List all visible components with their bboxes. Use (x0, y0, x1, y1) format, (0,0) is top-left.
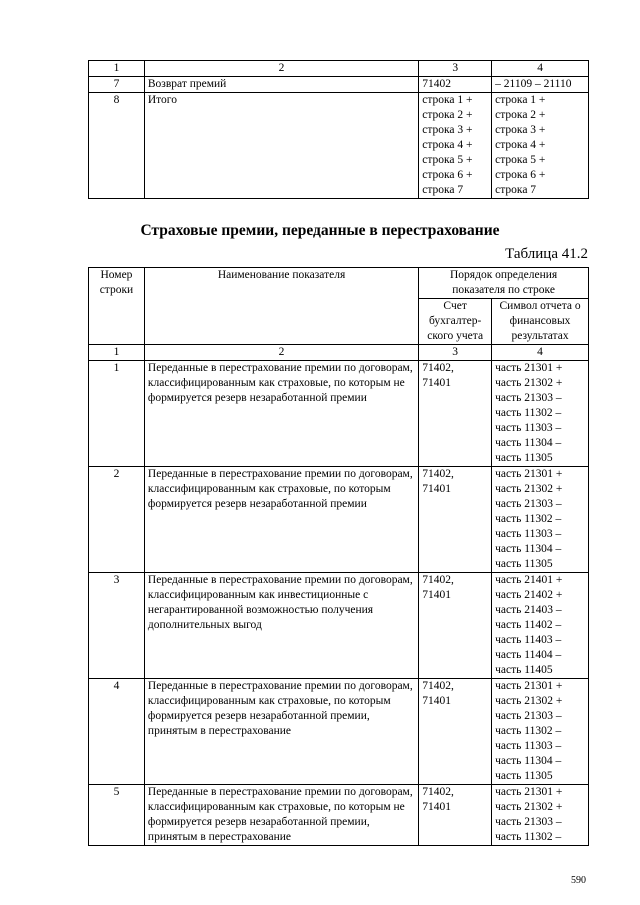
table-row (89, 679, 589, 785)
symbol-cell: строка 1 + строка 2 + строка 3 + строка 4 + строка 5 + строка 6 + строка 7 (492, 93, 589, 199)
symbol-cell: часть 21301 + часть 21302 + часть 21303 – часть 11302 – часть 11303 – часть 11304 – часть 11305 (492, 679, 589, 785)
account-cell: 71402 (419, 77, 492, 93)
row-number: 2 (89, 467, 145, 573)
table1-col-num-2: 2 (144, 61, 418, 77)
indicator-name: Переданные в перестрахование премии по договорам, классифицированным как страховые, по которым не формируется резерв незаработанной премии (144, 361, 418, 467)
table-row (89, 77, 589, 93)
symbol-cell: часть 21301 + часть 21302 + часть 21303 – часть 11302 – (492, 785, 589, 846)
table-row (89, 785, 589, 846)
account-cell: 71402, 71401 (419, 785, 492, 846)
row-number: 3 (89, 573, 145, 679)
table1-header-row (89, 61, 589, 77)
row-number: 4 (89, 679, 145, 785)
indicator-name: Итого (144, 93, 418, 199)
header-row (89, 268, 589, 299)
indicator-name: Возврат премий (144, 77, 418, 93)
table-row (89, 93, 589, 199)
table-row (89, 467, 589, 573)
account-cell: 71402, 71401 (419, 467, 492, 573)
column-numbers-row (89, 345, 589, 361)
header-row-number: Номер строки (89, 268, 145, 345)
indicator-name: Переданные в перестрахование премии по договорам, классифицированным как инвестиционные с негарантированной возможностью получения дополнительных выгод (144, 573, 418, 679)
row-number: 8 (89, 93, 145, 199)
symbol-cell: часть 21301 + часть 21302 + часть 21303 – часть 11302 – часть 11303 – часть 11304 – часть 11305 (492, 361, 589, 467)
indicator-name: Переданные в перестрахование премии по договорам, классифицированным как страховые, по которым формируется резерв незаработанной премии, принятым в перестрахование (144, 679, 418, 785)
row-number: 1 (89, 361, 145, 467)
table-row (89, 361, 589, 467)
account-cell: 71402, 71401 (419, 679, 492, 785)
table1-col-num-1: 1 (89, 61, 145, 77)
header-symbol: Символ отчета о финансовых результатах (492, 299, 589, 345)
table-continuation (88, 60, 589, 199)
row-number: 5 (89, 785, 145, 846)
indicator-name: Переданные в перестрахование премии по договорам, классифицированным как страховые, по которым не формируется резерв незаработанной премии, принятым в перестрахование (144, 785, 418, 846)
account-cell: 71402, 71401 (419, 573, 492, 679)
col-num-2: 2 (144, 345, 418, 361)
header-account: Счет бухгалтер-ского учета (419, 299, 492, 345)
col-num-1: 1 (89, 345, 145, 361)
header-procedure: Порядок определения показателя по строке (419, 268, 589, 299)
table1-col-num-3: 3 (419, 61, 492, 77)
symbol-cell: – 21109 – 21110 (492, 77, 589, 93)
header-indicator-name: Наименование показателя (144, 268, 418, 345)
account-cell: строка 1 + строка 2 + строка 3 + строка 4 + строка 5 + строка 6 + строка 7 (419, 93, 492, 199)
col-num-4: 4 (492, 345, 589, 361)
account-cell: 71402, 71401 (419, 361, 492, 467)
symbol-cell: часть 21401 + часть 21402 + часть 21403 – часть 11402 – часть 11403 – часть 11404 – часть 11405 (492, 573, 589, 679)
section-title: Страховые премии, переданные в перестрахование (140, 222, 500, 239)
table1-col-num-4: 4 (492, 61, 589, 77)
indicator-name: Переданные в перестрахование премии по договорам, классифицированным как страховые, по которым формируется резерв незаработанной премии (144, 467, 418, 573)
page-number: 590 (571, 875, 586, 886)
table-number: Таблица 41.2 (505, 246, 588, 262)
col-num-3: 3 (419, 345, 492, 361)
table-row (89, 573, 589, 679)
premiums-table (88, 267, 589, 846)
row-number: 7 (89, 77, 145, 93)
symbol-cell: часть 21301 + часть 21302 + часть 21303 – часть 11302 – часть 11303 – часть 11304 – часть 11305 (492, 467, 589, 573)
